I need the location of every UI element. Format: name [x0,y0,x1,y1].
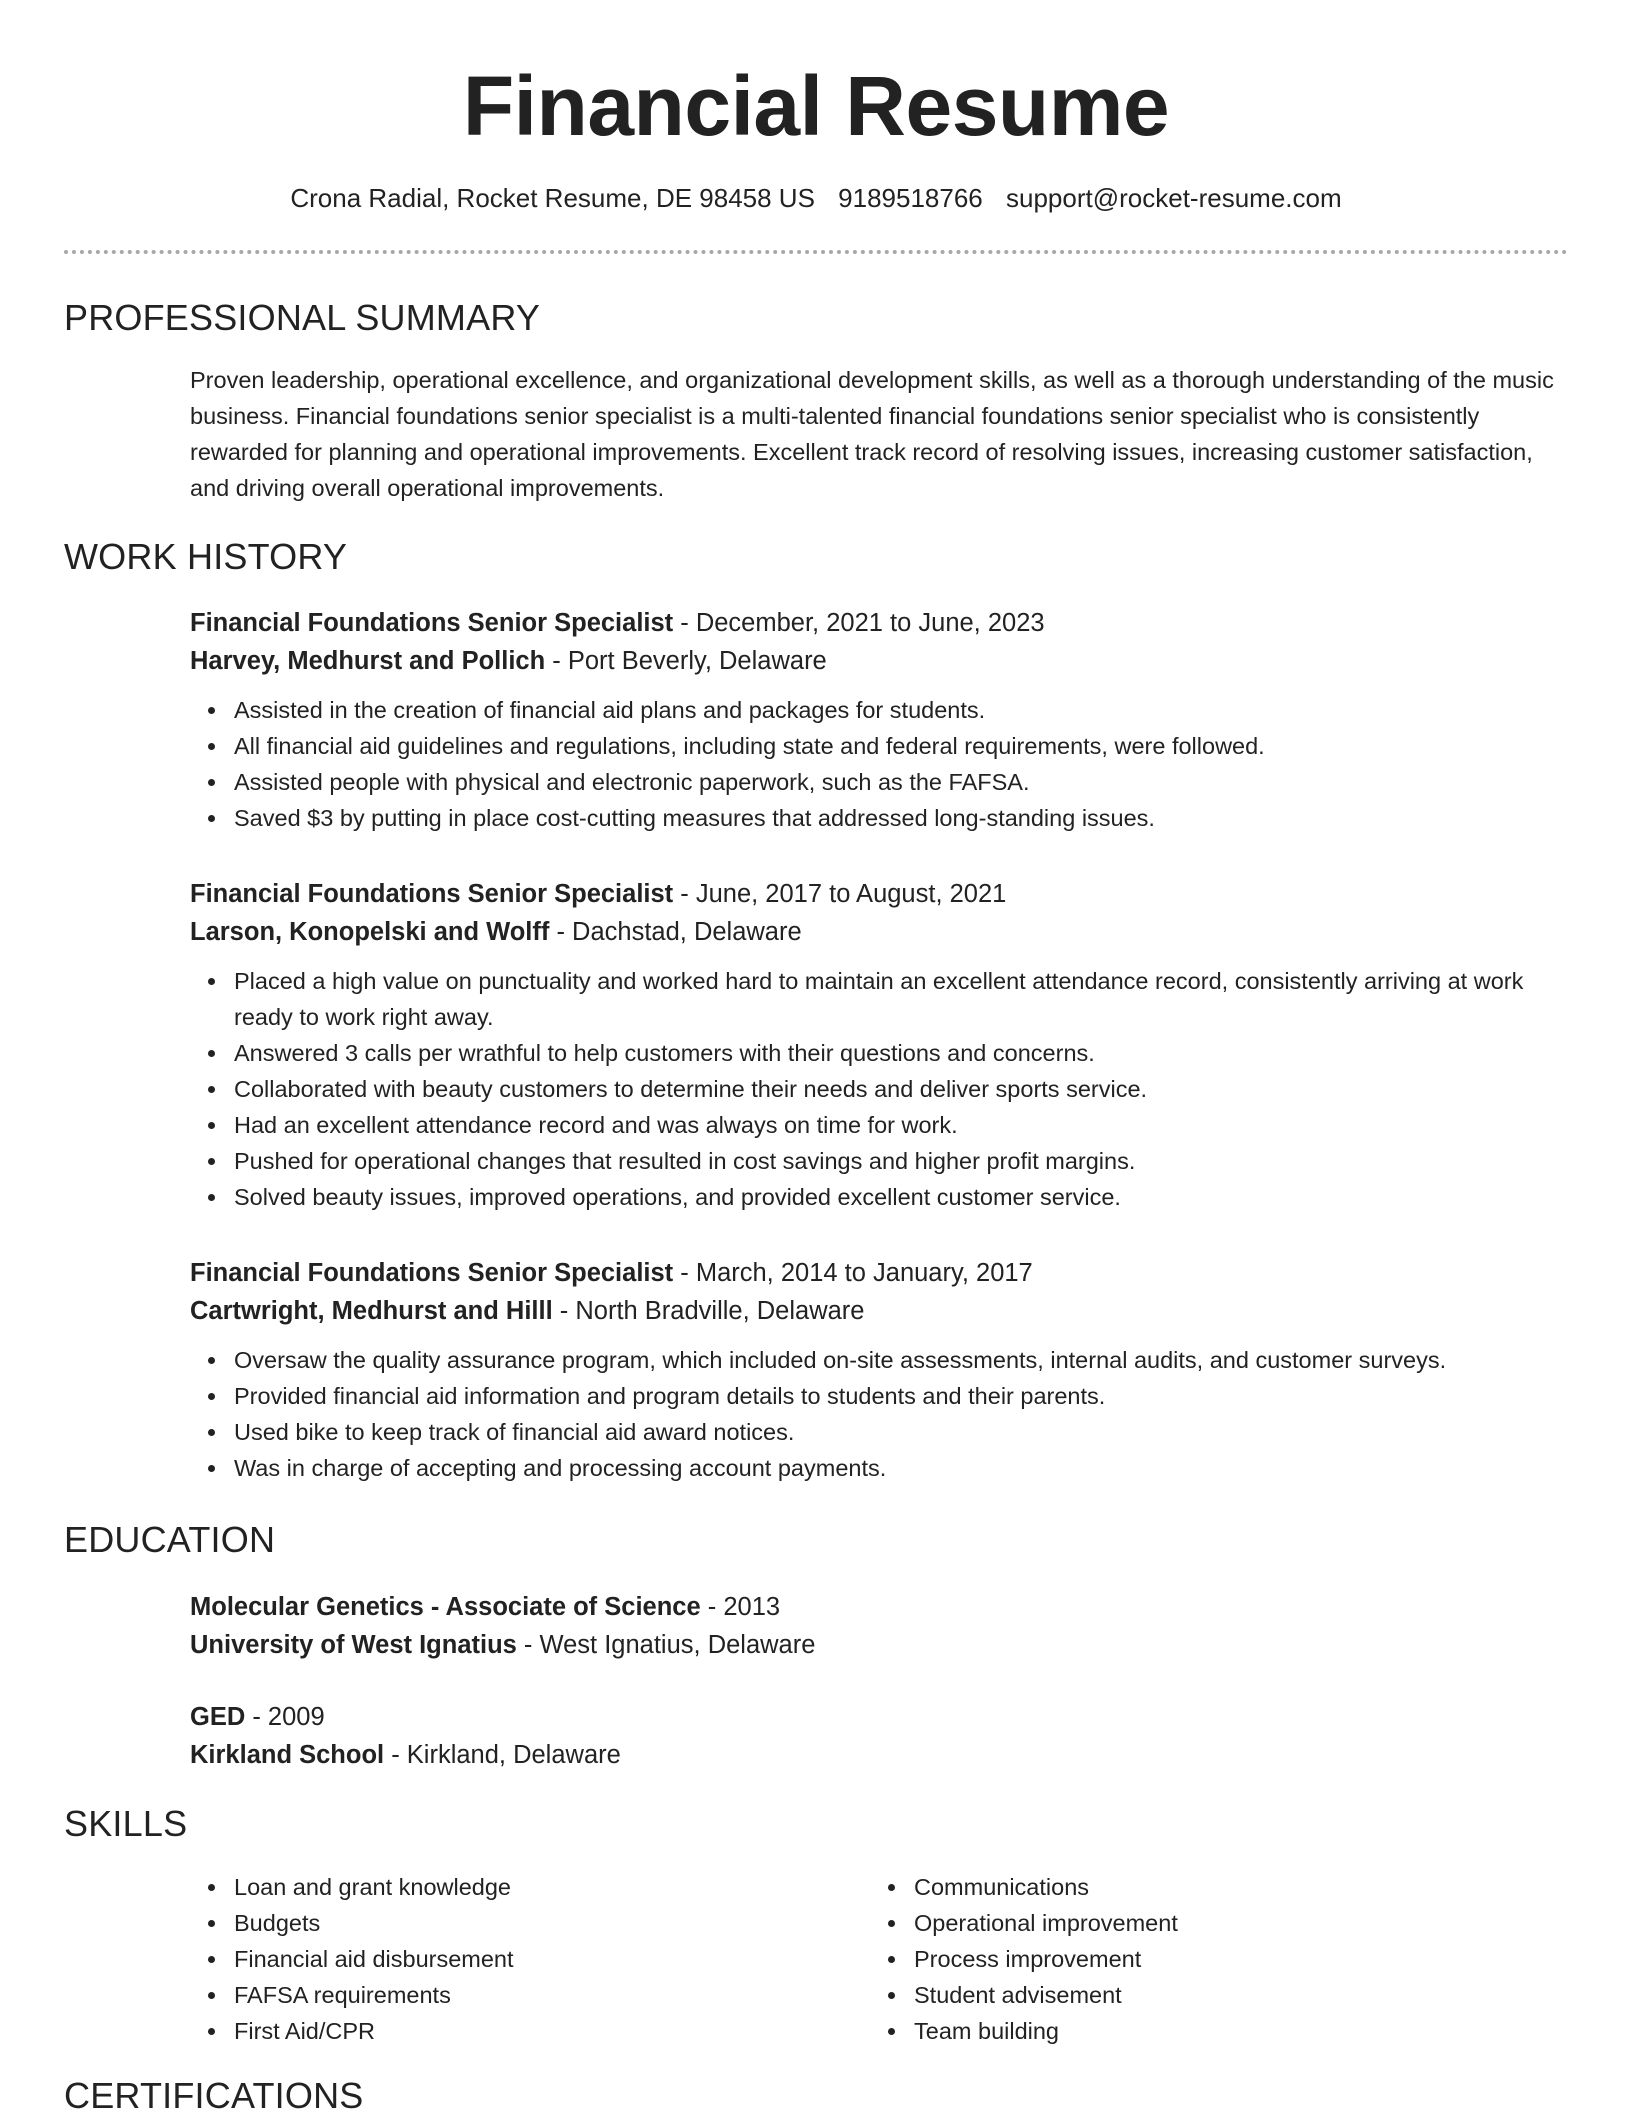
list-item: All financial aid guidelines and regulations, including state and federal requirements, were followed. [190,728,1568,764]
education-school: University of West Ignatius [190,1631,517,1659]
contact-address: Crona Radial, Rocket Resume, DE 98458 US [290,183,815,213]
contact-phone: 9189518766 [838,183,983,213]
resume-title: Financial Resume [462,59,1170,153]
skills-column-left [190,1869,870,2049]
summary-heading: PROFESSIONAL SUMMARY [64,297,541,338]
job-entry-3 [190,1254,1568,1486]
list-item: Assisted people with physical and electronic paperwork, such as the FAFSA. [190,764,1568,800]
list-item: Collaborated with beauty customers to determine their needs and deliver sports service. [190,1071,1568,1107]
education-location: - Kirkland, Delaware [384,1741,621,1769]
skills-list-right [870,1869,1550,2049]
skill-item: Team building [870,2013,1550,2049]
skill-item: Budgets [190,1905,870,1941]
skill-item: Operational improvement [870,1905,1550,1941]
education-degree: Molecular Genetics - Associate of Science [190,1593,701,1621]
list-item: Was in charge of accepting and processing account payments. [190,1450,1568,1486]
education-school-line [190,1736,1568,1774]
education-degree: GED [190,1703,246,1731]
work-history-heading: WORK HISTORY [64,536,348,577]
job-title-line [190,1254,1568,1292]
list-item: Assisted in the creation of financial aid plans and packages for students. [190,692,1568,728]
skills-grid [190,1869,1568,2049]
skills-list-left [190,1869,870,2049]
skill-item: Loan and grant knowledge [190,1869,870,1905]
skill-item: Financial aid disbursement [190,1941,870,1977]
summary-section [190,362,1568,506]
contact-line [0,180,1632,216]
skills-column-right [870,1869,1550,2049]
skill-item: Process improvement [870,1941,1550,1977]
job-title: Financial Foundations Senior Specialist [190,1259,674,1287]
job-title-line [190,604,1568,642]
skill-item: First Aid/CPR [190,2013,870,2049]
education-degree-line [190,1698,1568,1736]
skill-item: FAFSA requirements [190,1977,870,2013]
list-item: Provided financial aid information and program details to students and their parents. [190,1378,1568,1414]
education-year: - 2013 [700,1593,781,1621]
job-location: - North Bradville, Delaware [552,1297,865,1325]
education-year: - 2009 [245,1703,325,1731]
list-item: Pushed for operational changes that resulted in cost savings and higher profit margins. [190,1143,1568,1179]
job-dates: - March, 2014 to January, 2017 [673,1259,1033,1287]
job-entry-2 [190,875,1568,1215]
contact-email: support@rocket-resume.com [1006,183,1342,213]
list-item: Placed a high value on punctuality and worked hard to maintain an excellent attendance record, consistently arriving at work ready to work right away. [190,963,1568,1035]
job-location: - Dachstad, Delaware [549,918,802,946]
job-company-line [190,1292,1568,1330]
skills-heading: SKILLS [64,1803,188,1844]
certifications-heading: CERTIFICATIONS [64,2075,364,2116]
job-company-line [190,642,1568,680]
education-school-line [190,1626,1568,1664]
job-company: Cartwright, Medhurst and Hilll [190,1297,553,1325]
list-item: Used bike to keep track of financial aid award notices. [190,1414,1568,1450]
list-item: Oversaw the quality assurance program, which included on-site assessments, internal audits, and customer surveys. [190,1342,1568,1378]
list-item: Had an excellent attendance record and was always on time for work. [190,1107,1568,1143]
summary-text: Proven leadership, operational excellence, and organizational development skills, as well as a thorough understanding of the music business. Financial foundations senior specialist is a multi-talented financial foundations senior specialist who is consistently rewarded for planning and operational improvements. Excellent track record of resolving issues, increasing customer satisfaction, and driving overall operational improvements. [190,367,1554,501]
job-title: Financial Foundations Senior Specialist [190,880,674,908]
job-bullets [190,692,1568,836]
job-bullets [190,1342,1568,1486]
education-school: Kirkland School [190,1741,385,1769]
education-heading: EDUCATION [64,1519,276,1560]
skill-item: Communications [870,1869,1550,1905]
job-company: Harvey, Medhurst and Pollich [190,647,546,675]
education-entry-1 [190,1588,1568,1664]
job-dates: - June, 2017 to August, 2021 [673,880,1007,908]
list-item: Saved $3 by putting in place cost-cutting measures that addressed long-standing issues. [190,800,1568,836]
job-company-line [190,913,1568,951]
job-title: Financial Foundations Senior Specialist [190,609,674,637]
job-location: - Port Beverly, Delaware [545,647,827,675]
list-item: Answered 3 calls per wrathful to help customers with their questions and concerns. [190,1035,1568,1071]
list-item: Solved beauty issues, improved operations, and provided excellent customer service. [190,1179,1568,1215]
skills-section [190,1869,1568,2049]
education-location: - West Ignatius, Delaware [516,1631,816,1659]
education-degree-line [190,1588,1568,1626]
job-company: Larson, Konopelski and Wolff [190,918,550,946]
header-divider [64,250,1568,254]
skill-item: Student advisement [870,1977,1550,2013]
job-dates: - December, 2021 to June, 2023 [673,609,1045,637]
job-bullets [190,963,1568,1215]
job-entry-1 [190,604,1568,836]
job-title-line [190,875,1568,913]
education-entry-2 [190,1698,1568,1774]
